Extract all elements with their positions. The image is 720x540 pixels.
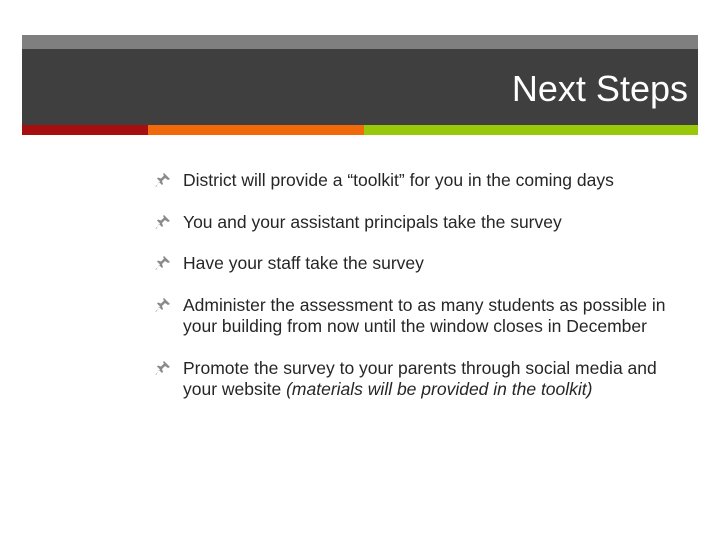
accent-bar-red <box>22 125 148 135</box>
pushpin-icon <box>155 360 171 376</box>
slide-title: Next Steps <box>511 68 688 109</box>
bullet-text: Administer the assessment to as many students as possible in your building from now until the window closes in December <box>183 294 666 336</box>
bullet-item <box>155 295 675 338</box>
bullet-list <box>155 170 675 421</box>
pushpin-icon <box>155 255 171 271</box>
bullet-text <box>183 358 657 400</box>
bullet-text-italic: (materials will be provided in the toolkit) <box>286 379 593 399</box>
bullet-text: District will provide a “toolkit” for you in the coming days <box>183 170 614 190</box>
bullet-item <box>155 170 675 192</box>
bullet-text: You and your assistant principals take the survey <box>183 211 562 232</box>
accent-bar-orange <box>148 125 364 135</box>
bullet-item <box>155 253 675 275</box>
bullet-item <box>155 212 675 234</box>
bullet-text: Have your staff take the survey <box>183 253 424 273</box>
bullet-item <box>155 358 675 401</box>
pushpin-icon <box>155 214 171 230</box>
bullet-text-plain: Promote the survey to your parents through social media and your website <box>183 357 657 399</box>
pushpin-icon <box>155 172 171 188</box>
header-top-strip <box>22 35 698 49</box>
title-bar <box>22 49 698 125</box>
accent-bar-green <box>364 125 698 135</box>
pushpin-icon <box>155 297 171 313</box>
